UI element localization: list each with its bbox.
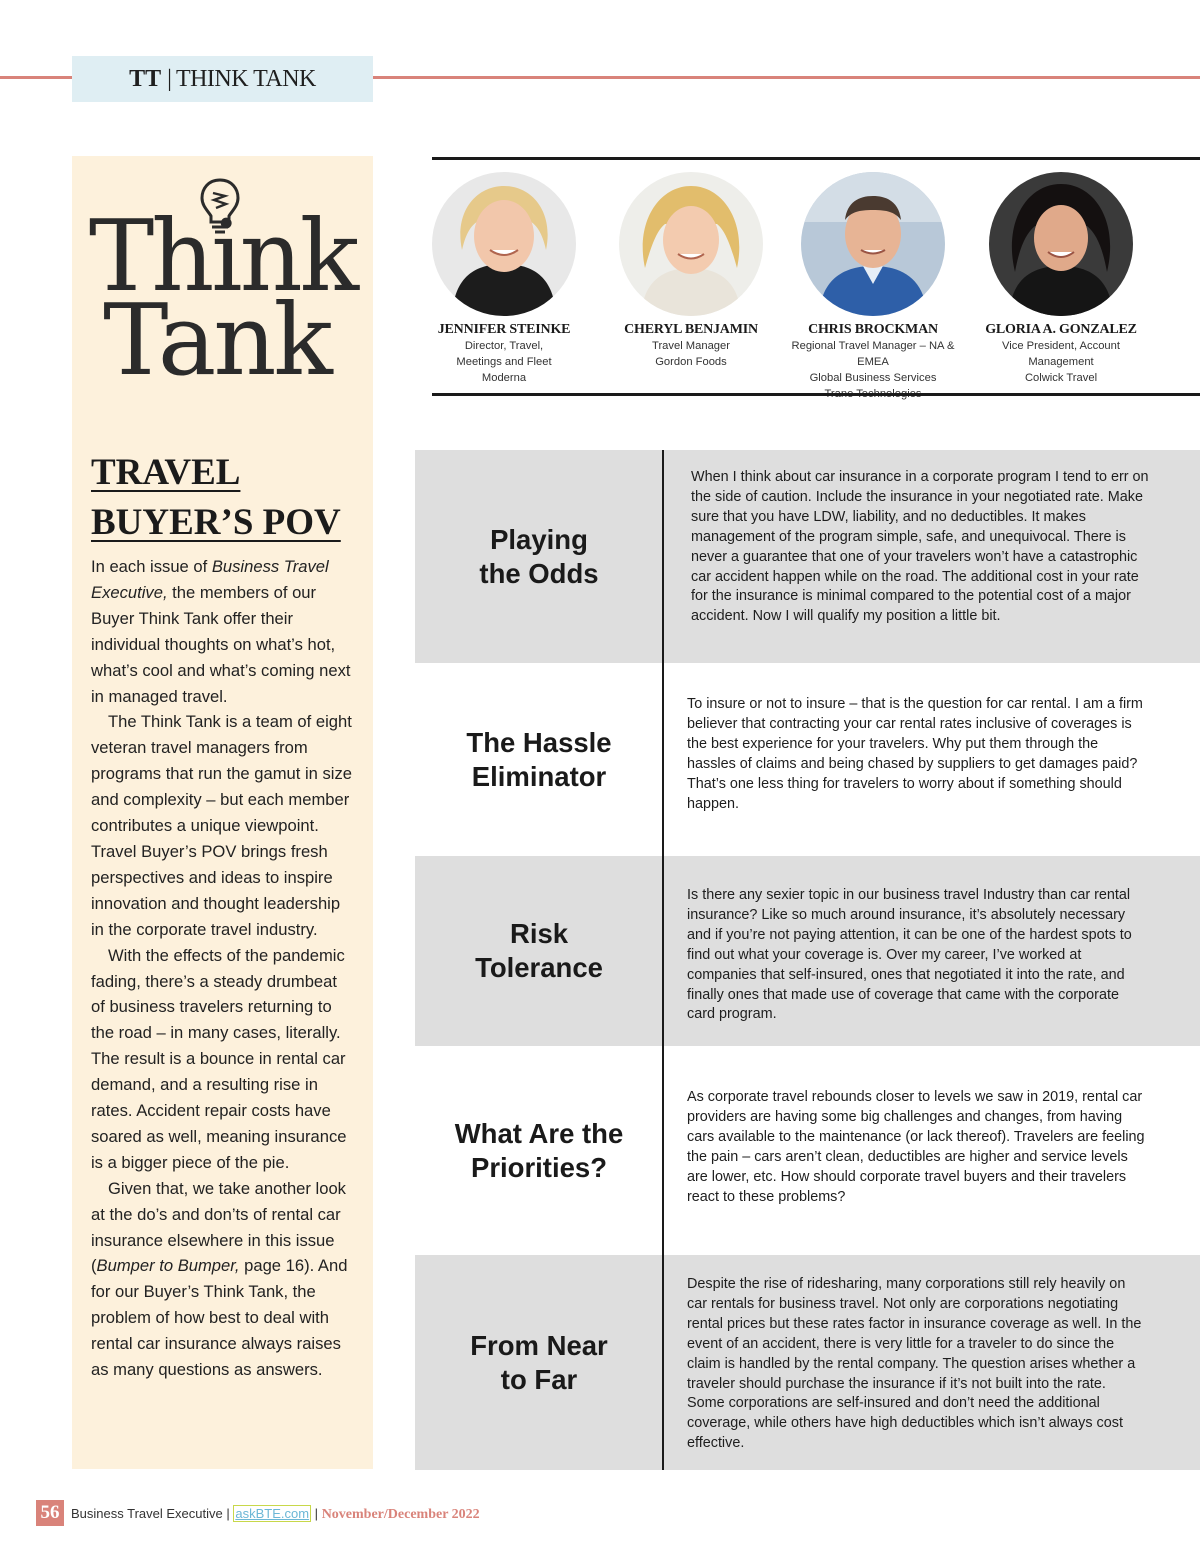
avatar [619,172,763,316]
topic-title-line: Risk [509,918,569,949]
topic-title-line: Tolerance [475,952,603,983]
topic-response: Despite the rise of ridesharing, many corporations still rely heavily on car rentals for business travel. Not only are corporations negotiating rental prices but these rates factor in insurance coverage as well. In the event of an accident, there is very little for a traveler to do since the claim is handled by the rental company. The question arises whether a traveler should purchase the insurance if it’s not built into the rate. Some corporations are self-insured and don’t need the additional coverage, while others have high deductibles which isn’t always cost effective. [687,1276,1142,1452]
topic-title-line: The Hassle [466,726,612,758]
section-separator: | [167,65,172,92]
member-title: Vice President, Account [1002,340,1120,352]
section-tab [72,56,373,102]
topic-title [415,1255,663,1470]
topic-response: When I think about car insurance in a corporate program I tend to err on the side of caution. Include the insurance in your negotiated rate. Make sure that you have LDW, liability, and no deductibles. It makes management of the program simple, safe, and unequivocal. There is never a guarantee that one of your travelers won’t have a catastrophic car accident happen while on the road. The additional cost in your rate for the insurance is minimal compared to the potential cost of a major accident. Now I will qualify my position a little bit. [691,469,1149,625]
publication-title: Business Travel Executive, [91,557,329,602]
pov-text: Given that, we take another look at the do’s and don’ts of rental car insurance elsewhere in this issue ( [91,1178,346,1276]
pov-title-line2: BUYER’S POV [91,502,341,543]
topic-response: To insure or not to insure – that is the question for car rental. I am a firm believer that contracting your car rental rates inclusive of coverages is the best experience for your travelers. Why put them through the hassles of claims and being chased by suppliers to get damages paid? That’s one less thing for travelers to worry about if something should happen. [687,696,1143,812]
logo-tank: Tank [103,284,330,398]
topic-row [415,1046,1200,1255]
column-divider [662,450,664,1470]
member-company: Moderna [481,372,527,384]
panel-member [966,172,1156,386]
member-title: Regional Travel Manager – NA & EMEA [791,340,955,368]
panel-member [778,172,968,402]
member-name: CHRIS BROCKMAN [808,322,938,337]
panel-bottom-rule [432,393,1200,396]
sidebar [72,156,373,1469]
pov-paragraph [91,554,355,709]
avatar [989,172,1133,316]
logo-think: Think [88,200,357,314]
topic-title-line: Priorities? [470,1151,607,1183]
topic-response: As corporate travel rebounds closer to levels we saw in 2019, rental car providers are having some big challenges and changes, from having cars available to the maintenance (or lack thereof). Travelers are feeling the pain – cars aren’t clean, deductibles are higher and service levels are lower, etc. How should corporate travel buyers and their travelers react to these problems? [687,1089,1145,1205]
pov-paragraph [91,1176,355,1383]
footer [71,1506,480,1523]
member-name: CHERYL BENJAMIN [624,322,758,337]
issue-date: November/December 2022 [321,1507,480,1522]
topic-title-line: the Odds [479,557,599,589]
topic-title-line: From Near [470,1329,608,1361]
topic-row [415,663,1200,856]
topic-title-line: What Are the [454,1117,624,1149]
topic-response: Is there any sexier topic in our business travel Industry than car rental insurance? Like so much around insurance, it’s absolutely necessary and if you’re not paying attention, it can be one of the hardest spots to find out what your coverage is. Over my career, I’ve worked at companies that self-insured, ones that negotiated it into the rate, and finally ones that made use of coverage that came with the corporate card program. [687,887,1132,1023]
pov-text: page 16). And for our Buyer’s Think Tank, the problem of how best to deal with rental car insurance always raises as many questions as answers. [91,1256,348,1380]
panel-member [596,172,786,370]
member-name: GLORIA A. GONZALEZ [985,322,1137,337]
topic-title [415,856,663,1046]
member-title: Travel Manager [652,340,730,352]
member-title: Management [1028,356,1094,368]
member-company: Colwick Travel [1024,372,1098,384]
member-name: JENNIFER STEINKE [437,322,571,337]
topic-row [415,1255,1200,1470]
topic-title [415,663,663,856]
section-name: THINK TANK [175,65,316,92]
avatar [432,172,576,316]
topic-title-line: to Far [500,1363,578,1395]
topic-row [415,450,1200,663]
member-title: Meetings and Fleet [456,356,552,368]
pov-paragraph: The Think Tank is a team of eight veteran travel managers from programs that run the gamut in size and complexity – but each member contributes a unique viewpoint. Travel Buyer’s POV brings fresh perspectives and ideas to inspire innovation and thought leadership in the corporate travel industry. [91,712,353,939]
publication-name: Business Travel Executive | [71,1506,230,1521]
article-reference: Bumper to Bumper, [96,1256,240,1276]
pov-title [91,448,361,548]
website-link[interactable]: askBTE.com [235,1506,310,1521]
member-title: Global Business Services [809,372,937,384]
member-title: Director, Travel, [464,340,544,352]
avatar [801,172,945,316]
topic-title [415,450,663,663]
page-number: 56 [36,1500,64,1526]
topic-title [415,1046,663,1255]
pov-title-line1: TRAVEL [91,452,241,493]
member-company: Gordon Foods [655,356,727,368]
topic-title-line: Playing [490,523,588,555]
panel-top-rule [432,157,1200,160]
pov-body [91,554,355,1383]
panel-member [409,172,599,386]
pov-text: the members of our Buyer Think Tank offer their individual thoughts on what’s hot, what’s cool and what’s coming next in managed travel. [91,582,351,706]
footer-separator: | [314,1506,319,1521]
section-code: TT [129,65,162,92]
pov-paragraph: With the effects of the pandemic fading, there’s a steady drumbeat of business travelers returning to the road – in many cases, literally. The result is a bounce in rental car demand, and a resulting rise in rates. Accident repair costs have soared as well, meaning insurance is a bigger piece of the pie. [91,945,347,1172]
pov-text: In each issue of [91,557,212,576]
topic-title-line: Eliminator [471,760,607,792]
topic-row [415,856,1200,1046]
